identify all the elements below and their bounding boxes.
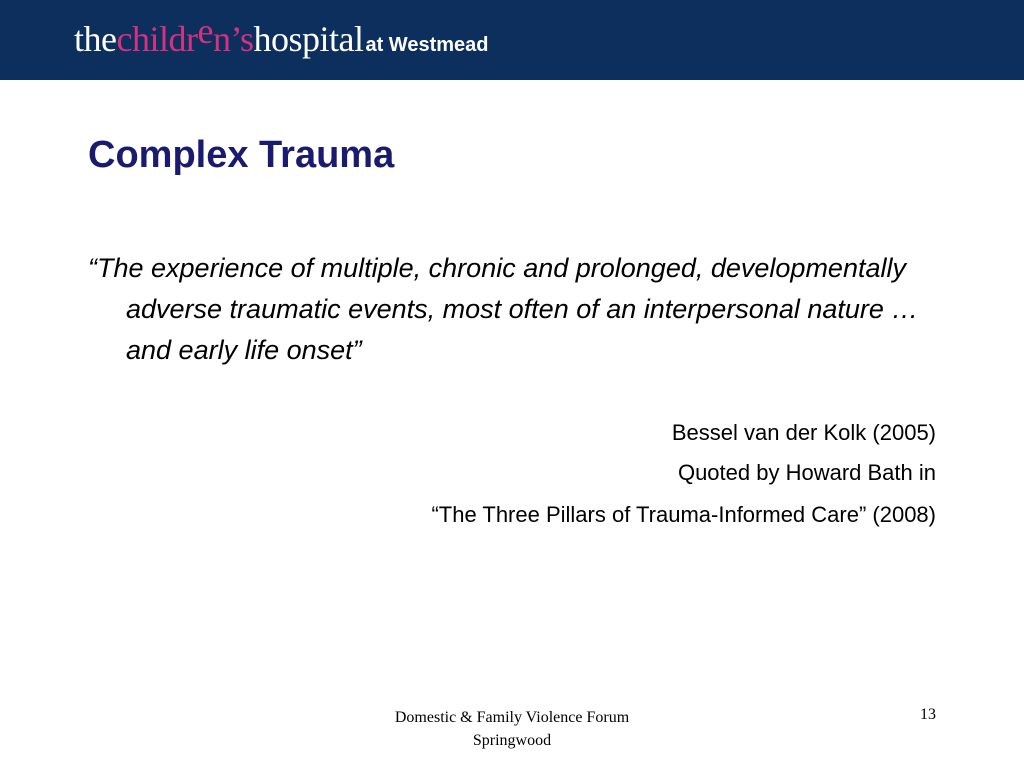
footer-event-name: Domestic & Family Violence Forum: [394, 709, 630, 726]
logo-childr: childr: [116, 19, 198, 59]
attribution-author: Bessel van der Kolk (2005): [671, 420, 936, 445]
logo-word-childrens: [116, 11, 254, 60]
footer-event-location: Springwood: [472, 732, 552, 749]
logo-ns: n’s: [212, 19, 254, 59]
slide-title: Complex Trauma: [88, 134, 395, 176]
definition-quote: “The experience of multiple, chronic and prolonged, developmentally adverse traumatic events, most often of an interpersonal nature … and early life onset”: [88, 253, 919, 365]
attribution-source: “The Three Pillars of Trauma-Informed Care” (2008): [431, 502, 936, 527]
header-bar: [0, 0, 1024, 80]
logo-word-the: the: [74, 19, 117, 59]
footer-event: [342, 706, 682, 752]
page-number: 13: [920, 706, 936, 723]
logo-e-raised: e: [197, 11, 213, 51]
logo-word-hospital: hospital: [253, 19, 364, 59]
logo-at-westmead: at Westmead: [365, 34, 489, 56]
hospital-logo: [74, 11, 489, 64]
attribution-quoted-by: Quoted by Howard Bath in: [677, 460, 936, 485]
